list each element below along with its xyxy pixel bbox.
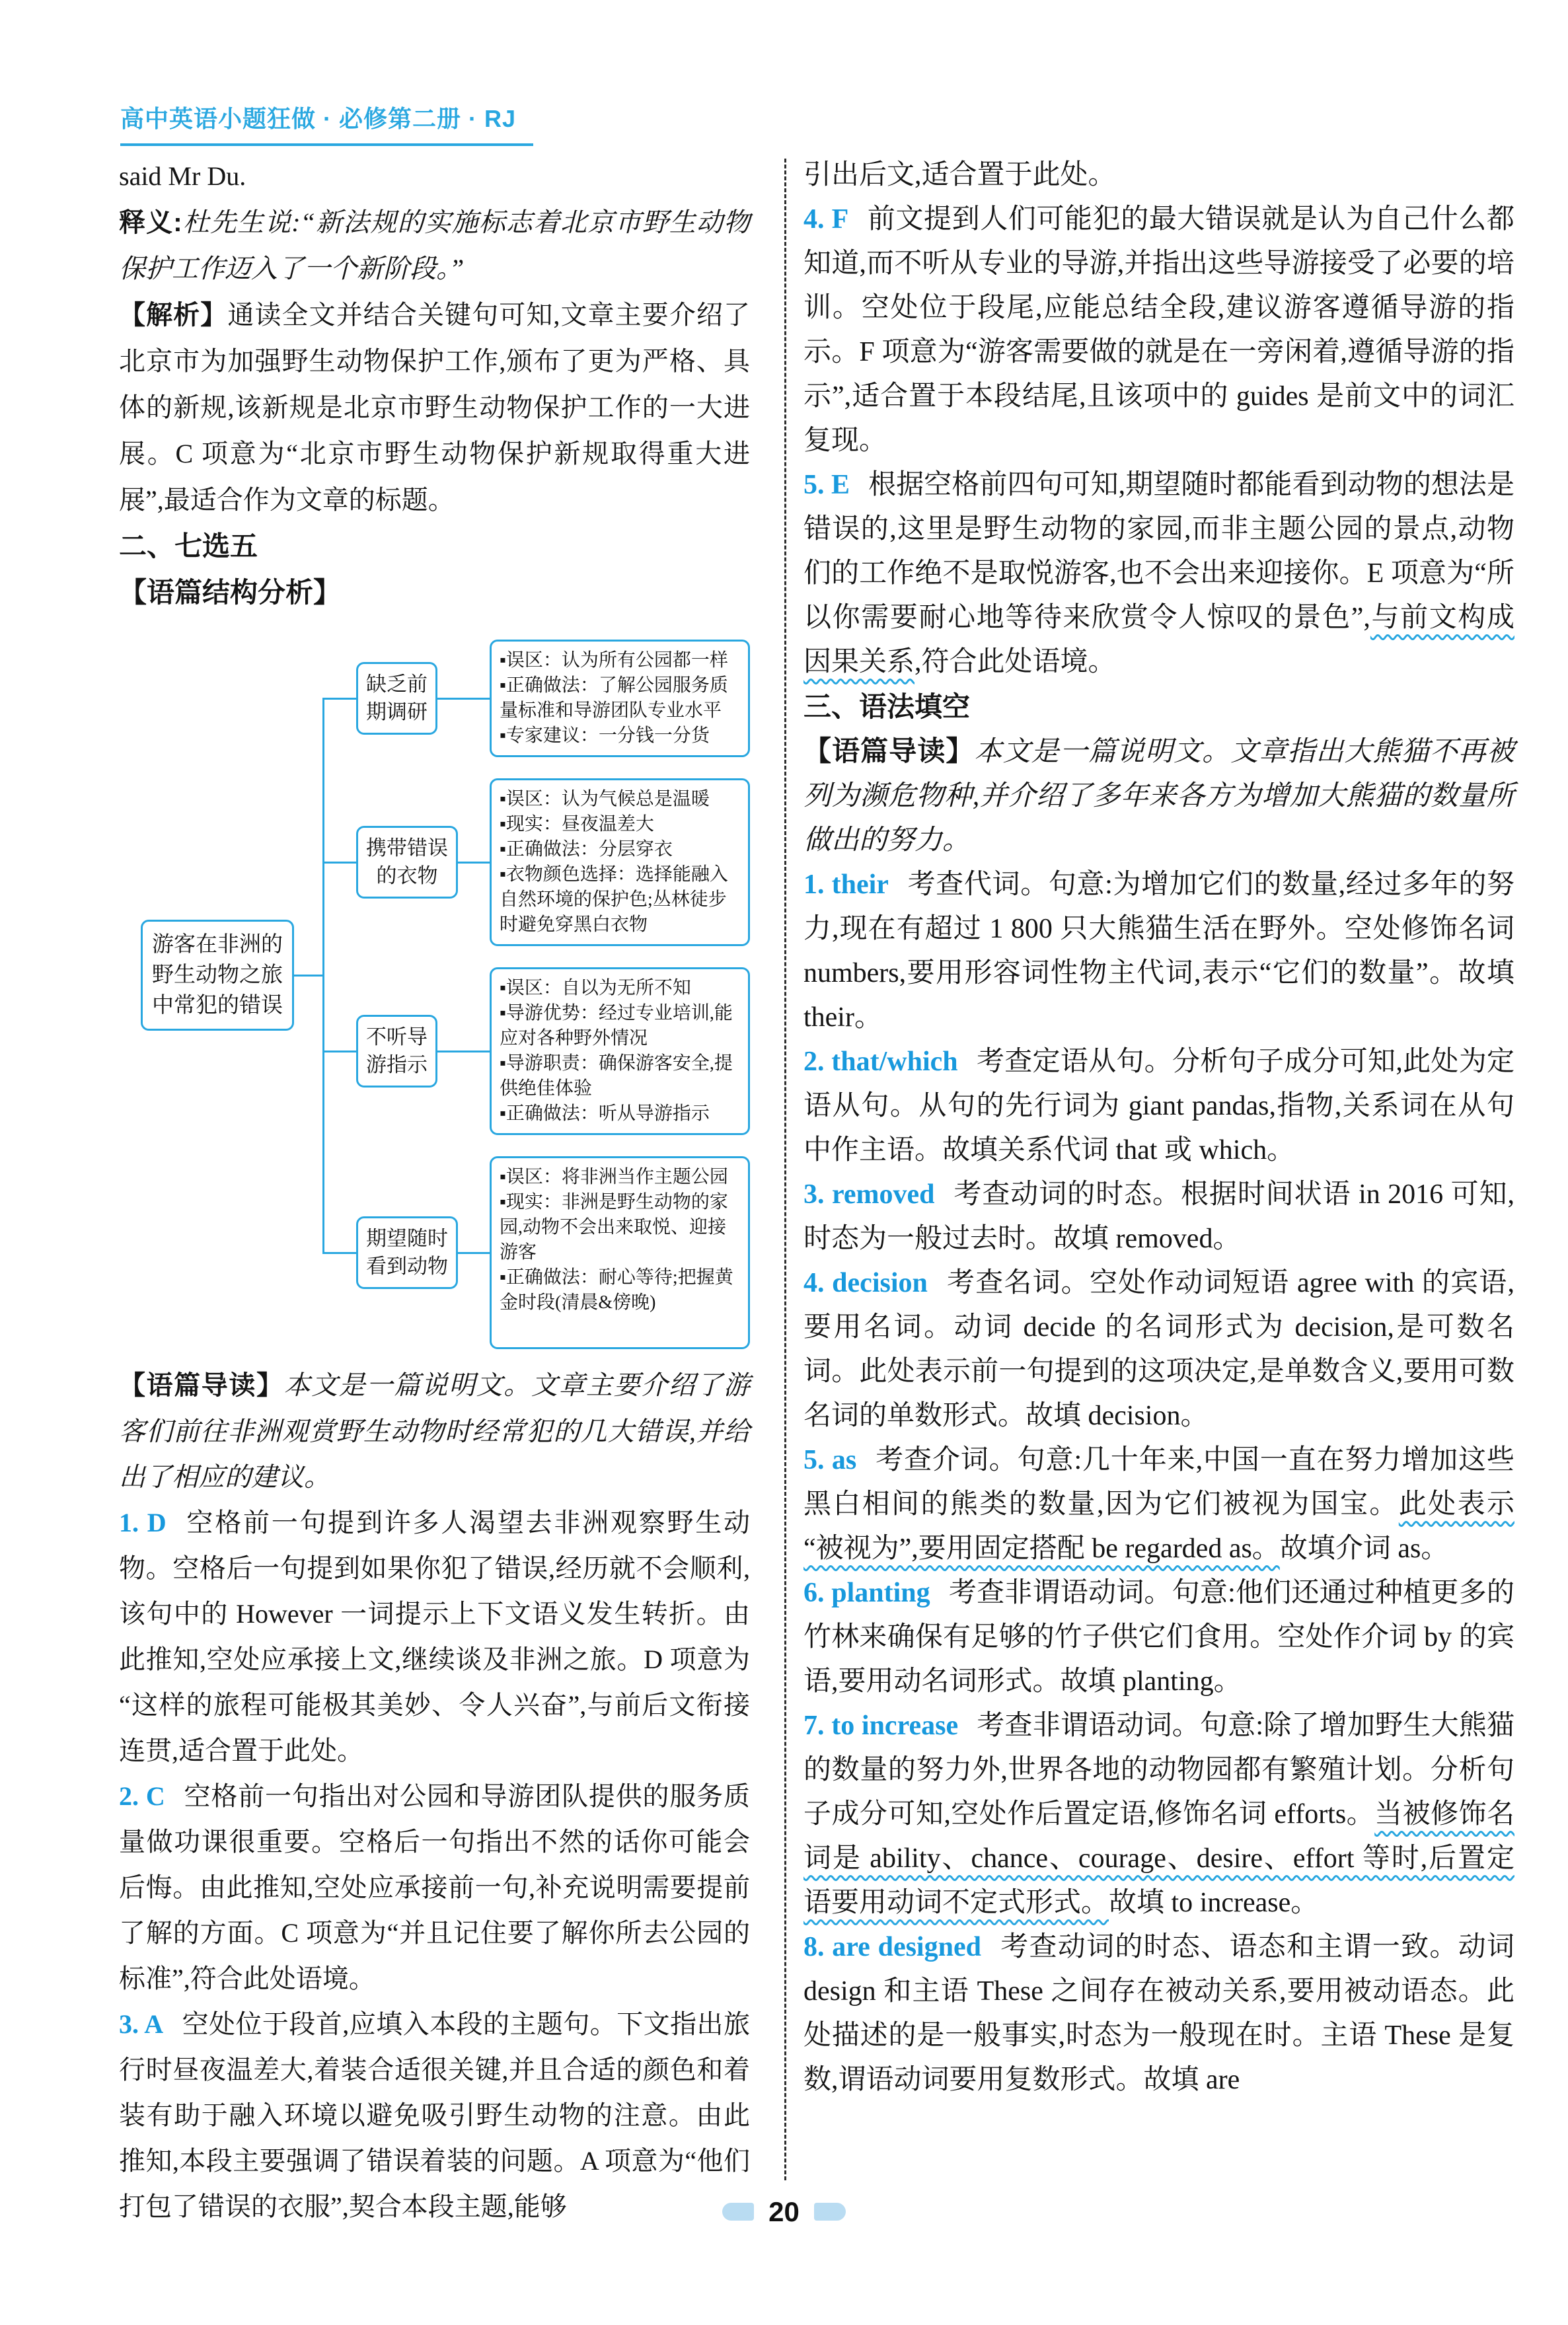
answer-2-c bbox=[119, 1773, 750, 2001]
diagram-detail-item: ▪现实：昼夜温差大 bbox=[500, 814, 654, 834]
answer-text: 前文提到人们可能犯的最大错误就是认为自己什么都知道,而不听从专业的导游,并指出这些导游接受了必要的培训。空处位于段尾,应能总结全段,建议游客遵循导游的指示。F 项意为“游客需要做的就是在一旁闲着,遵循导游的指示”,适合置于本段结尾,且该项中的 guides 是前文中的词汇复现。 bbox=[803, 204, 1514, 456]
paragraph-carry-over bbox=[803, 153, 1514, 198]
grammar-answer-5-as bbox=[803, 1438, 1514, 1571]
section-title-grammar-fill: 三、语法填空 bbox=[803, 691, 971, 722]
daodu-left-label: 【语篇导读】 bbox=[119, 1371, 284, 1400]
answer-text: 空处位于段首,应填入本段的主题句。下文指出旅行时昼夜温差大,着装合适很关键,并且合适的颜色和着装有助于融入环境以避免吸引野生动物的注意。由此推知,本段主要强调了错误着装的问题。A 项意为“他们打包了错误的衣服”,契合本段主题,能够 bbox=[119, 2009, 751, 2221]
answer-text: 考查介词。句意:几十年来,中国一直在努力增加这些黑白相间的熊类的数量,因为它们被视为国宝。 bbox=[803, 1445, 1514, 1520]
jiexi-label: 【解析】 bbox=[119, 301, 228, 330]
answer-label: 5. as bbox=[803, 1445, 857, 1475]
header-title: 高中英语小题狂做 · 必修第二册 · RJ bbox=[120, 105, 517, 132]
page-header bbox=[120, 100, 533, 146]
answer-text: 考查动词的时态。根据时间状语 in 2016 可知,时态为一般过去时。故填 removed。 bbox=[803, 1179, 1515, 1254]
answer-label: 2. that/which bbox=[803, 1047, 958, 1077]
grammar-answer-3-removed bbox=[803, 1173, 1514, 1261]
grammar-answer-2-that-which bbox=[803, 1040, 1514, 1173]
diagram-detail-box-3 bbox=[490, 967, 750, 1135]
diagram-detail-item: ▪导游优势：经过专业培训,能应对各种野外情况 bbox=[500, 1003, 733, 1049]
grammar-answer-7-to-increase bbox=[803, 1704, 1514, 1925]
daodu-right-text: 本文是一篇说明文。文章指出大熊猫不再被列为濒危物种,并介绍了多年来各方为增加大熊猫的数量所做出的努力。 bbox=[803, 737, 1514, 856]
grammar-answer-6-planting bbox=[803, 1571, 1514, 1704]
footer-pill-right bbox=[814, 2203, 846, 2221]
answer-3-a bbox=[119, 2001, 750, 2229]
diagram-detail-item: ▪误区：认为所有公园都一样 bbox=[500, 650, 728, 671]
grammar-answer-4-decision bbox=[803, 1261, 1514, 1438]
answer-text: 考查定语从句。分析句子成分可知,此处为定语从句。从句的先行词为 giant pandas,指物,关系词在从句中作主语。故填关系代词 that 或 which。 bbox=[803, 1047, 1514, 1165]
answer-label: 3. removed bbox=[803, 1179, 935, 1210]
answer-label: 1. D bbox=[119, 1508, 167, 1537]
answer-label: 8. are designed bbox=[803, 1932, 981, 1962]
answer-text: 根据空格前四句可知,期望随时都能看到动物的想法是错误的,这里是野生动物的家园,而非主题公园的景点,动物们的工作绝不是取悦游客,也不会出来迎接你。E 项意为“所以你需要耐心地等待来欣赏令人惊叹的景色”, bbox=[803, 470, 1514, 633]
diagram-detail-item: ▪误区：认为气候总是温暖 bbox=[500, 789, 710, 809]
diagram-detail-box-4 bbox=[490, 1156, 750, 1349]
answer-label: 6. planting bbox=[803, 1578, 930, 1608]
structure-diagram bbox=[119, 640, 750, 1349]
diagram-detail-item: ▪导游职责：确保游客安全,提供绝佳体验 bbox=[500, 1053, 733, 1099]
answer-label: 7. to increase bbox=[803, 1711, 959, 1741]
answer-label: 3. A bbox=[119, 2009, 164, 2039]
answer-text-wavy: 与前文构成因果关系 bbox=[803, 603, 1514, 677]
structure-analysis-label: 【语篇结构分析】 bbox=[119, 577, 342, 608]
diagram-branch-node-3: 不听导游指示 bbox=[356, 1015, 437, 1088]
page-footer bbox=[0, 2196, 1568, 2227]
answer-text: 故填 to increase。 bbox=[1109, 1888, 1319, 1918]
daodu-left-text: 本文是一篇说明文。文章主要介绍了游客们前往非洲观赏野生动物时经常犯的几大错误,并给出了相应的建议。 bbox=[119, 1370, 751, 1492]
diagram-detail-item: ▪误区：自以为无所不知 bbox=[500, 978, 691, 998]
diagram-detail-item: ▪正确做法：听从导游指示 bbox=[500, 1103, 710, 1124]
diagram-detail-box-1 bbox=[490, 640, 750, 757]
diagram-detail-item: ▪专家建议：一分钱一分货 bbox=[500, 725, 710, 746]
answer-label: 1. their bbox=[803, 869, 889, 900]
diagram-detail-item: ▪正确做法：分层穿衣 bbox=[500, 839, 673, 860]
answer-text: 考查非谓语动词。句意:除了增加野生大熊猫的数量的努力外,世界各地的动物园都有繁殖计划。分析句子成分可知,空处作后置定语,修饰名词 efforts。 bbox=[803, 1711, 1514, 1829]
answer-label: 2. C bbox=[119, 1781, 165, 1811]
left-lower-block bbox=[119, 1362, 750, 2229]
diagram-detail-item: ▪正确做法：了解公园服务质量标准和导游团队专业水平 bbox=[500, 675, 728, 721]
diagram-branch-node-1: 缺乏前期调研 bbox=[356, 662, 437, 735]
jiexi-text: 通读全文并结合关键句可知,文章主要介绍了北京市为加强野生动物保护工作,颁布了更为严格、具体的新规,该新规是北京市野生动物保护工作的一大进展。C 项意为“北京市野生动物保护新规取得重大进展”,最适合作为文章的标题。 bbox=[119, 300, 751, 515]
diagram-detail-item: ▪现实：非洲是野生动物的家园,动物不会出来取悦、迎接游客 bbox=[500, 1192, 728, 1263]
section-title-seven-choose-five: 二、七选五 bbox=[119, 531, 258, 562]
answer-label: 4. decision bbox=[803, 1268, 928, 1298]
answer-text: 考查名词。空处作动词短语 agree with 的宾语,要用名词。动词 decide 的名词形式为 decision,是可数名词。此处表示前一句提到的这项决定,是单数含义,要用可数名词的单数形式。故填 decision。 bbox=[803, 1268, 1514, 1431]
diagram-root-connector-line bbox=[293, 975, 323, 977]
answer-text: 考查非谓语动词。句意:他们还通过种植更多的竹林来确保有足够的竹子供它们食用。空处作介词 by 的宾语,要用动名词形式。故填 planting。 bbox=[803, 1578, 1514, 1697]
intro-line-text: said Mr Du. bbox=[119, 161, 246, 191]
paragraph-jiexi bbox=[119, 292, 750, 523]
answer-text-wavy: 此处表示“被视为”,要用固定搭配 be regarded as。 bbox=[803, 1489, 1514, 1564]
paragraph-shiyi bbox=[119, 200, 750, 292]
answer-text-wavy: 当被修饰名词是 ability、chance、courage、desire、effort 等时,后置定语要用动词不定式形式。 bbox=[803, 1799, 1514, 1918]
grammar-answer-1-their bbox=[803, 863, 1514, 1040]
right-column bbox=[803, 153, 1514, 2102]
grammar-answer-8-are-designed bbox=[803, 1925, 1514, 2102]
carry-over-text: 引出后文,适合置于此处。 bbox=[803, 160, 1116, 190]
paragraph-said-mr-du bbox=[119, 153, 750, 200]
answer-text: 故填介词 as。 bbox=[1279, 1533, 1449, 1564]
answer-text: 空格前一句提到许多人渴望去非洲观察野生动物。空格后一句提到如果你犯了错误,经历就不会顺利,该句中的 However 一词提示上下文语义发生转折。由此推知,空处应承接上文,继续谈及非洲之旅。D 项意为“这样的旅程可能极其美妙、令人兴奋”,与前后文衔接连贯,适合置于此处。 bbox=[119, 1508, 750, 1765]
diagram-root-node: 游客在非洲的野生动物之旅中常犯的错误 bbox=[141, 920, 294, 1031]
daodu-right-label: 【语篇导读】 bbox=[803, 735, 975, 766]
answer-5-e bbox=[803, 463, 1514, 684]
footer-pill-left bbox=[722, 2203, 754, 2221]
diagram-detail-item: ▪误区：将非洲当作主题公园 bbox=[500, 1167, 728, 1187]
answer-text: 考查代词。句意:为增加它们的数量,经过多年的努力,现在有超过 1 800 只大熊猫生活在野外。空处修饰名词 numbers,要用形容词性物主代词,表示“它们的数量”。故填 their。 bbox=[803, 869, 1515, 1033]
answer-text: 考查动词的时态、语态和主谓一致。动词 design 和主语 These 之间存在被动关系,要用被动语态。此处描述的是一般事实,时态为一般现在时。主语 These 是复数,谓语动词要用复数形式。故填 are bbox=[803, 1932, 1514, 2095]
answer-label: 5. E bbox=[803, 470, 850, 500]
paragraph-daodu-right bbox=[803, 729, 1514, 863]
answer-4-f bbox=[803, 198, 1514, 463]
shiyi-label: 释义: bbox=[119, 208, 182, 237]
paragraph-daodu-left bbox=[119, 1362, 750, 1500]
diagram-branch-node-4: 期望随时看到动物 bbox=[356, 1216, 458, 1289]
column-divider bbox=[784, 159, 786, 2180]
page-number: 20 bbox=[768, 2196, 800, 2227]
answer-label: 4. F bbox=[803, 204, 849, 235]
answer-text: 空格前一句指出对公园和导游团队提供的服务质量做功课很重要。空格后一句指出不然的话你可能会后悔。由此推知,空处应承接前一句,补充说明需要提前了解的方面。C 项意为“并且记住要了解你所去公园的标准”,符合此处语境。 bbox=[119, 1781, 751, 1993]
diagram-detail-item: ▪衣物颜色选择：选择能融入自然环境的保护色;丛林徒步时避免穿黑白衣物 bbox=[500, 864, 728, 935]
diagram-branch-node-2: 携带错误的衣物 bbox=[356, 826, 458, 899]
diagram-detail-box-2 bbox=[490, 778, 750, 946]
answer-1-d bbox=[119, 1500, 750, 1773]
shiyi-text: 杜先生说:“新法规的实施标志着北京市野生动物保护工作迈入了一个新阶段。” bbox=[119, 207, 750, 283]
left-column bbox=[119, 153, 750, 2229]
diagram-detail-item: ▪正确做法：耐心等待;把握黄金时段(清晨&傍晚) bbox=[500, 1267, 733, 1313]
answer-text: ,符合此处语境。 bbox=[915, 647, 1116, 677]
